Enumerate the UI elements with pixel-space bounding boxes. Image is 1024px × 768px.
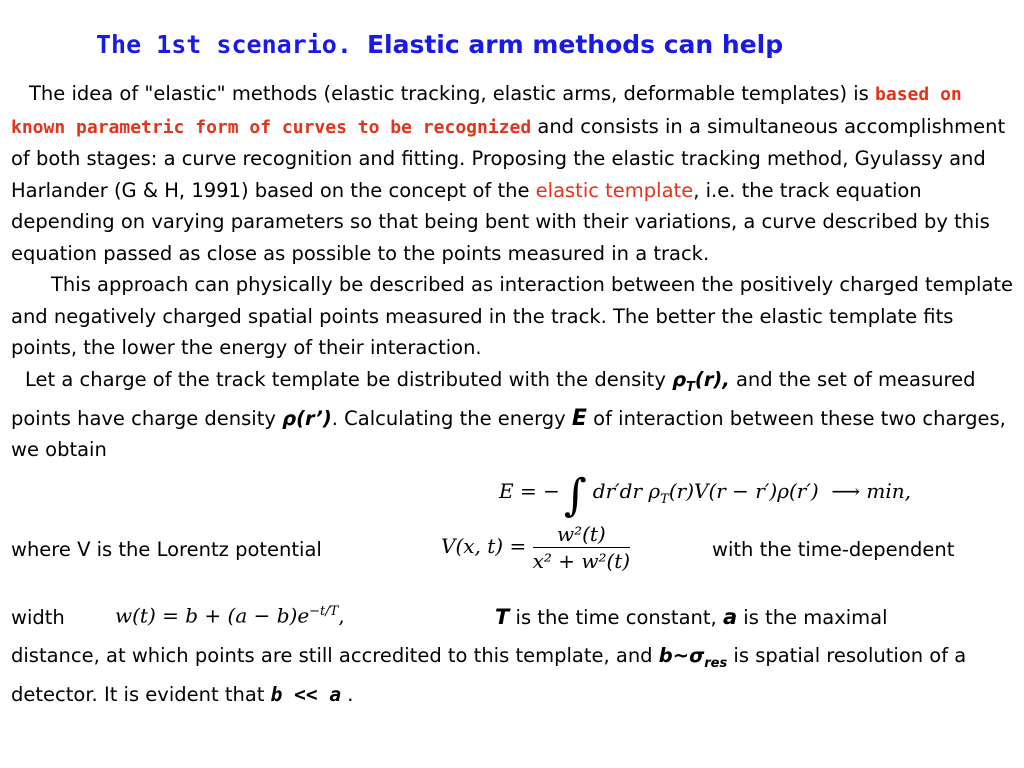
last-text2: is spatial resolution of a detector. It is evident that [11,643,967,707]
title-part2: Elastic arm methods can help [366,30,784,59]
slide-body [11,78,1021,711]
width-row [11,598,1021,640]
paragraph-charge-density [11,364,1021,466]
slide-title [96,30,783,59]
width-label: width [11,605,65,629]
t-symbol: T [495,604,510,629]
paragraph-physical-interpretation [11,269,1021,364]
integral-sign: ∫ [563,469,587,521]
title-part1: The 1st scenario. [96,30,352,59]
width-equation: $w(t) = b + (a - b)e^{-t/T}$, [115,603,345,628]
last-text1: distance, at which points are still accredited to this template, and [11,643,659,667]
lorentz-text-left: where V is the Lorentz potential [11,537,322,561]
lorentz-row [11,521,1021,598]
paragraph-resolution [11,640,1021,711]
para1-highlight-parametric: based on known parametric form of curves to be recognized [11,84,962,138]
arrow-symbol: ⟶ [831,478,861,503]
paragraph-elastic-methods [11,78,1021,269]
para1-text1: The idea of "elastic" methods (elastic tracking, elastic arms, deformable templates) is [29,82,876,105]
b-sigma-symbol: $b\sim\sigma_{res}$ [658,643,728,671]
para1-highlight-elastic-template: elastic template [535,178,694,202]
para1-text3: , i.e. the track equation depending on varying parameters so that being bent with their variations, a curve described by this equation passed as close as possible to the points measured in a track. [11,178,990,265]
energy-symbol: E [571,405,587,431]
width-description: T is the time constant, a is the maximal [495,604,888,629]
para3-text3: . Calculating the energy [331,406,572,430]
lorentz-equation: V(x, t) = $\frac{\text{w²(t)}}{\text{x² + w²(t)}}$ [441,521,631,573]
lorentz-text-right: with the time-dependent [712,537,955,561]
inequality-b-a: b << a [270,683,342,707]
para3-text2: and the set of measured points have charge density [11,367,976,430]
rho-t-symbol: $\rho_T(r)$, [672,367,730,395]
rho-symbol: ρ(r’) [282,406,332,430]
para3-text1: Let a charge of the track template be distributed with the density [25,367,673,391]
a-symbol: a [722,604,738,629]
last-text3: . [341,683,354,707]
para3-text4: of interaction between these two charges, we obtain [11,406,1006,462]
para2-text: This approach can physically be described as interaction between the positively charged template and negatively charged spatial points measured in the track. The better the elastic template fits points, the lower the energy of their interaction. [11,273,1014,359]
energy-equation: E = −∫ dr′dr $\rho_T(r)V(r - r')\rho(r')$ ⟶ min, [499,469,912,521]
para1-text2: and consists in a simultaneous accomplishment of both stages: a curve recognition and fitting. Proposing the elastic tracking method, Gyulassy and Harlander (G & H, 1991) based on the concept of the [11,114,1006,202]
